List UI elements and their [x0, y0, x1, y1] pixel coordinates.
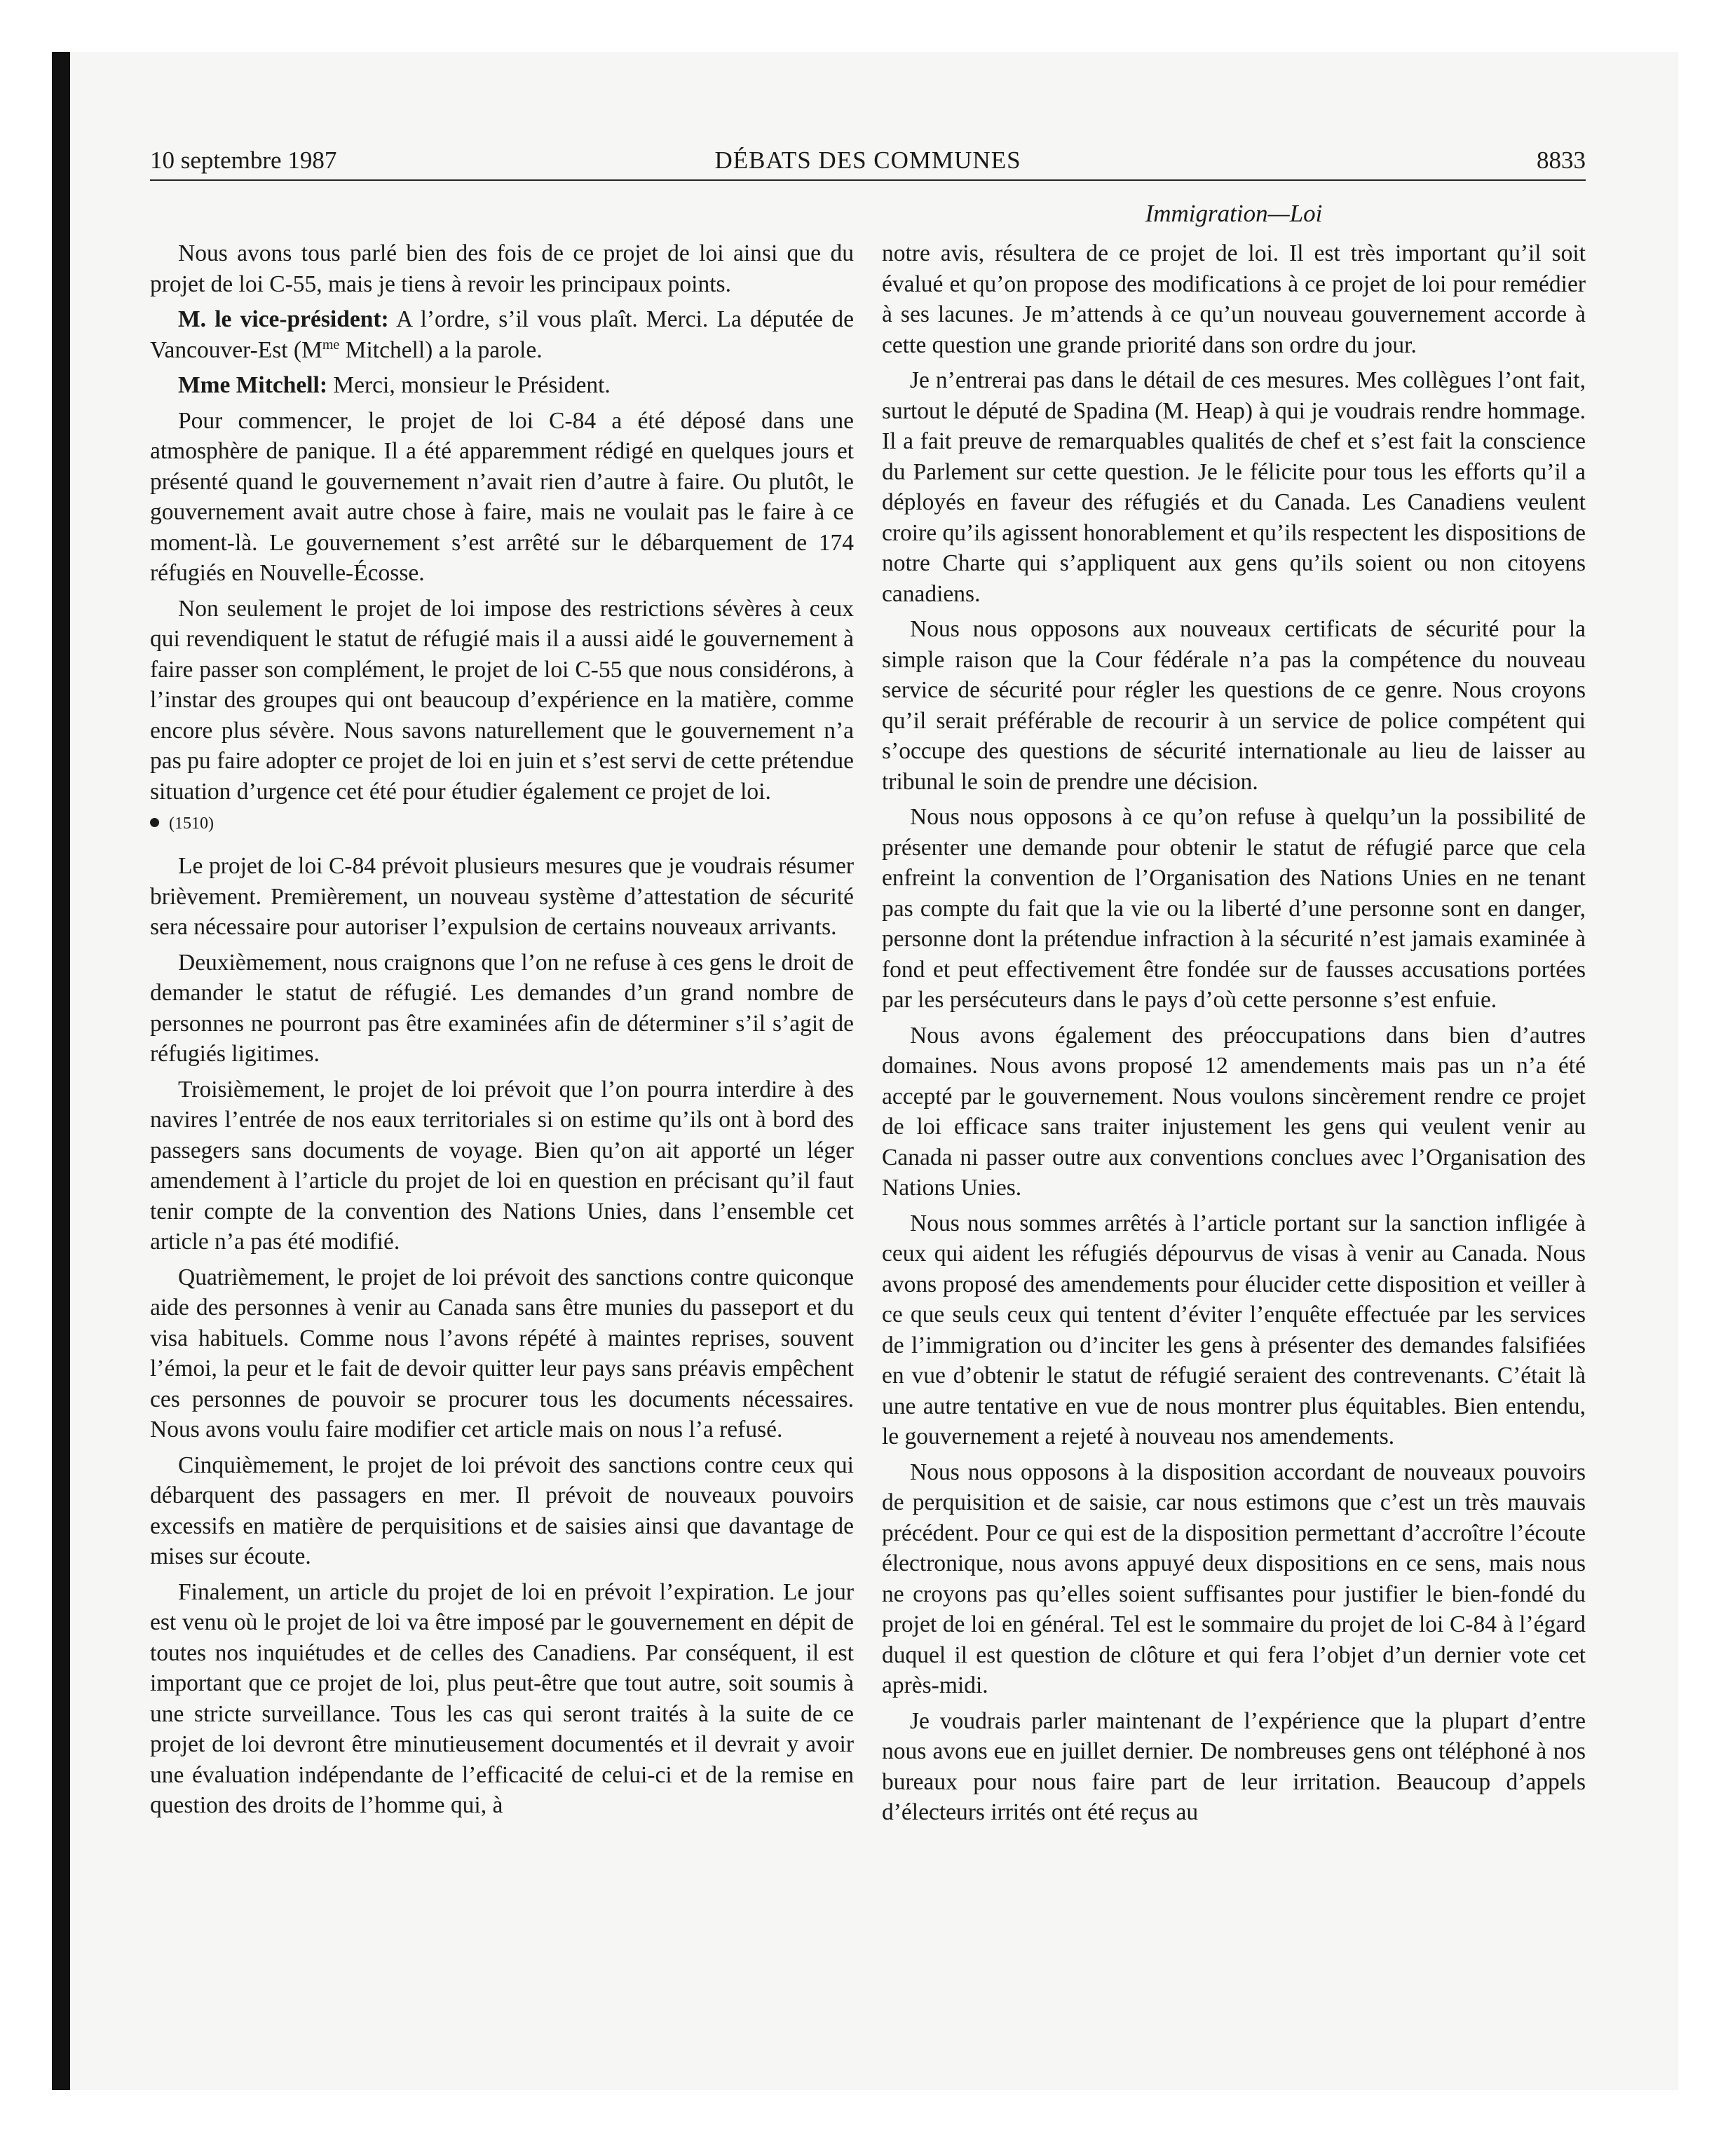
paragraph: Le projet de loi C-84 prévoit plusieurs mesures que je voudrais résumer brièvement. Premièrement, un nouveau système d’attestation de sécurité sera nécessaire pour autoriser l’expulsion de certains nouveaux arrivants.	[150, 853, 854, 940]
paragraph: Troisièmement, le projet de loi prévoit que l’on pourra interdire à des navires l’entrée de nos eaux territoriales si on estime qu’ils ont à bord des passegers sans documents de voyage. Bien qu’on ait apporté un léger amendement à l’article du projet de loi en question en précisant qu’il faut tenir compte de la convention des Nations Unies, dans l’ensemble cet article n’a pas été modifié.	[150, 1076, 854, 1255]
paragraph: Finalement, un article du projet de loi en prévoit l’expiration. Le jour est venu où le projet de loi va être imposé par le gouvernement en dépit de toutes nos inquiétudes et de celles des Canadiens. Par conséquent, il est important que ce projet de loi, plus peut-être que tout autre, soit soumis à une stricte surveillance. Tous les cas qui seront traités à la suite de ce projet de loi devront être minutieusement documentés et il devrait y avoir une évaluation indépendante de l’efficacité de celui-ci et de la remise en question des droits de l’homme qui, à	[150, 1578, 854, 1818]
paragraph	[150, 304, 854, 365]
scan-edge	[52, 52, 70, 2090]
header-date: 10 septembre 1987	[150, 146, 337, 174]
paragraph: Nous nous opposons à ce qu’on refuse à quelqu’un la possibilité de présenter une demande pour obtenir le statut de réfugié parce que cela enfreint la convention de l’Organisation des Nations Unies en ne tenant pas compte du fait que la vie ou la liberté d’une personne sont en danger, personne dont la prétendue infraction à la sécurité n’est jamais examinée à fond et peut effectivement être fondée sur de fausses accusations portées par les persécuteurs dans le pays d’où cette personne s’est enfuie.	[882, 804, 1586, 1013]
paragraph: notre avis, résultera de ce projet de loi. Il est très important qu’il soit évalué et qu’on propose des modifications à ce projet de loi pour remédier à ses lacunes. Je m’attends à ce qu’un nouveau gouvernement accorde à cette question une grande priorité dans son ordre du jour.	[882, 240, 1586, 358]
paragraph	[150, 370, 854, 401]
paragraph: Nous nous opposons aux nouveaux certificats de sécurité pour la simple raison que la Cour fédérale n’a pas la compétence du nouveau service de sécurité pour régler les questions de ce genre. Nous croyons qu’il serait préférable de recourir à un service de police compétent qui s’occupe des questions de sécurité internationale au lieu de laisser au tribunal le soin de prendre une décision.	[882, 616, 1586, 795]
paragraph: Pour commencer, le projet de loi C-84 a été déposé dans une atmosphère de panique. Il a été apparemment rédigé en quelques jours et présenté quand le gouvernement n’avait rien d’autre à faire. Ou plutôt, le gouvernement avait autre chose à faire, mais ne voulait pas le faire à ce moment-là. Le gouvernement s’est arrêté sur le débarquement de 174 réfugiés en Nouvelle-Écosse.	[150, 407, 854, 586]
bullet-icon	[150, 818, 159, 827]
time-marker	[150, 812, 854, 835]
paragraph: Non seulement le projet de loi impose des restrictions sévères à ceux qui revendiquent le statut de réfugié mais il a aussi aidé le gouvernement à faire passer son complément, le projet de loi C-55 que nous considérons, à l’instar des groupes qui ont beaucoup d’expérience en la matière, comme encore plus sévère. Nous savons naturellement que le gouvernement n’a pas pu faire adopter ce projet de loi en juin et s’est servi de cette prétendue situation d’urgence cet été pour étudier également ce projet de loi.	[150, 595, 854, 805]
paragraph: Deuxièmement, nous craignons que l’on ne refuse à ces gens le droit de demander le statut de réfugié. Les demandes d’un grand nombre de personnes ne pourront pas être examinées afin de déterminer s’il s’agit de réfugiés ligitimes.	[150, 949, 854, 1067]
speaker-name: M. le vice-président:	[178, 306, 389, 332]
paragraph: Nous avons tous parlé bien des fois de ce projet de loi ainsi que du projet de loi C-55, mais je tiens à revoir les principaux points.	[150, 240, 854, 297]
paragraph: Cinquièmement, le projet de loi prévoit des sanctions contre ceux qui débarquent des passagers en mer. Il prévoit de nouveaux pouvoirs excessifs en matière de perquisitions et de saisies ainsi que davantage de mises sur écoute.	[150, 1452, 854, 1569]
paragraph: Je n’entrerai pas dans le détail de ces mesures. Mes collègues l’ont fait, surtout le député de Spadina (M. Heap) à qui je voudrais rendre hommage. Il a fait preuve de remarquables qualités de chef et s’est fait la conscience du Parlement sur cette question. Je le félicite pour tous les efforts qu’il a déployés en faveur des réfugiés et du Canada. Les Canadiens veulent croire qu’ils agissent honorablement et qu’ils respectent les dispositions de notre Charte qui s’appliquent aux gens qu’ils soient ou non citoyens canadiens.	[882, 367, 1586, 607]
right-column	[882, 238, 1586, 1833]
paragraph: Nous nous opposons à la disposition accordant de nouveaux pouvoirs de perquisition et de saisie, car nous estimons que c’est un très mauvais précédent. Pour ce qui est de la disposition permettant d’accroître l’écoute électronique, nous avons appuyé deux dispositions en ce sens, mais nous ne croyons pas qu’elles soient suffisantes pour justifier le bien-fondé du projet de loi en général. Tel est le sommaire du projet de loi C-84 à l’égard duquel il est question de clôture et qui fera l’objet d’un dernier vote cet après-midi.	[882, 1459, 1586, 1698]
left-column	[150, 238, 854, 1826]
speech-text: Merci, monsieur le Président.	[327, 372, 611, 398]
paragraph: Nous avons également des préoccupations dans bien d’autres domaines. Nous avons proposé 12 amendements mais pas un n’a été accepté par le gouvernement. Nous voulons sincèrement rendre ce projet de loi efficace sans traiter injustement les gens qui veulent venir au Canada ni passer outre aux conventions conclues avec l’Organisation des Nations Unies.	[882, 1022, 1586, 1201]
paragraph: Nous nous sommes arrêtés à l’article portant sur la sanction infligée à ceux qui aident les réfugiés dépourvus de visas à venir au Canada. Nous avons proposé des amendements pour élucider cette disposition et veiller à ce que seuls ceux qui tentent d’éviter l’enquête effectuée par les services de l’immigration ou d’inciter les gens à présenter des demandes falsifiées en vue d’obtenir le statut de réfugié seraient des contrevenants. C’était là une autre tentative en vue de nous montrer plus équitables. Bien entendu, le gouvernement a rejeté à nouveau nos amendements.	[882, 1210, 1586, 1449]
running-header	[150, 140, 1586, 181]
speaker-name: Mme Mitchell:	[178, 372, 327, 398]
paragraph: Quatrièmement, le projet de loi prévoit des sanctions contre quiconque aide des personnes à venir au Canada sans être munies du passeport et du visa habituels. Comme nous l’avons répété à maintes reprises, souvent l’émoi, la peur et le fait de devoir quitter leur pays sans préavis empêchent ces personnes de pouvoir se procurer tous les documents nécessaires. Nous avons voulu faire modifier cet article mais on nous l’a refusé.	[150, 1264, 854, 1442]
header-publication: DÉBATS DES COMMUNES	[714, 146, 1021, 174]
speech-text: A l’ordre, s’il vous plaît. Merci. La députée de Vancouver-Est (M	[150, 306, 854, 363]
header-page-number: 8833	[1537, 146, 1586, 174]
superscript: me	[322, 336, 340, 353]
section-title: Immigration—Loi	[1145, 200, 1323, 227]
time-marker-text: (1510)	[169, 814, 214, 833]
paragraph: Je voudrais parler maintenant de l’expérience que la plupart d’entre nous avons eue en juillet dernier. De nombreuses gens ont téléphoné à nos bureaux pour nous faire part de leur irritation. Beaucoup d’appels d’électeurs irrités ont été reçus au	[882, 1707, 1586, 1825]
speech-text: Mitchell) a la parole.	[339, 336, 543, 363]
